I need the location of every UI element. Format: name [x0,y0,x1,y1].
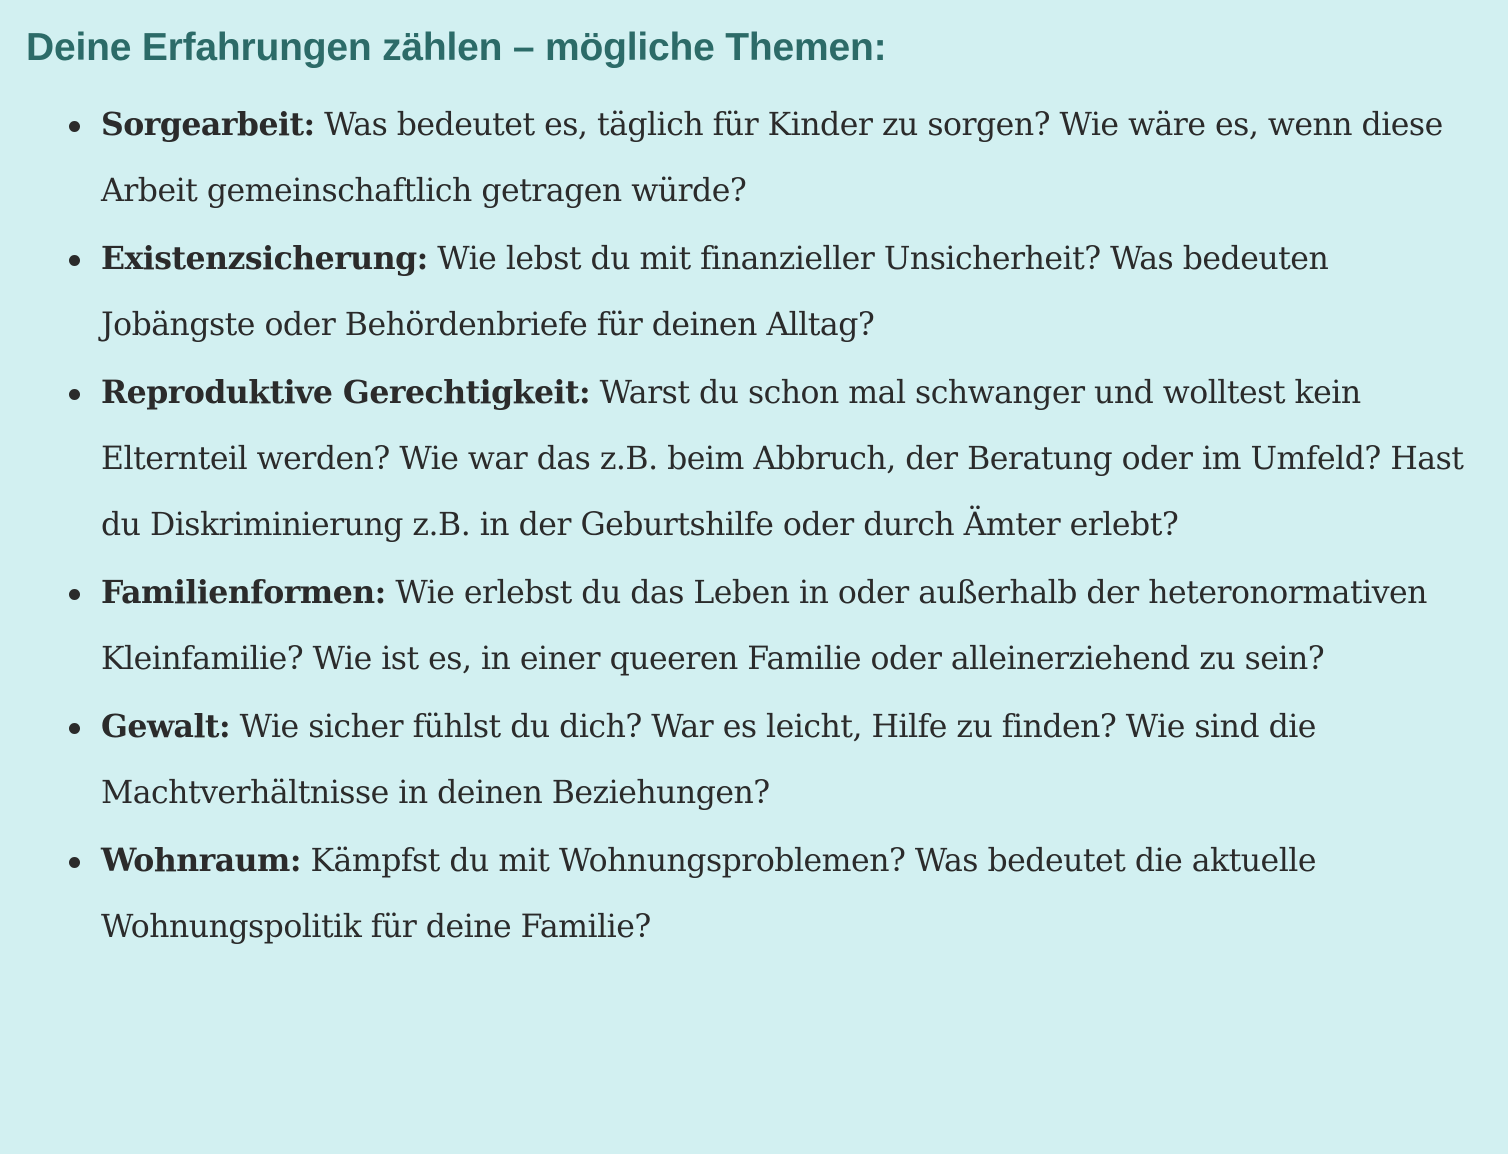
bullet-icon [69,389,80,400]
list-item-text [101,226,1488,358]
bullet-icon [69,255,80,266]
topic-description: Wie erlebst du das Leben in oder außerhalb der heteronormativen Kleinfamilie? Wie ist es, in einer queeren Familie oder alleinerziehend zu sein? [101,575,1427,677]
topic-description: Warst du schon mal schwanger und wolltest kein Elternteil werden? Wie war das z.B. beim Abbruch, der Beratung oder im Umfeld? Hast du Diskriminierung z.B. in der Geburtshilfe oder durch Ämter erlebt? [101,375,1464,543]
bullet-icon [69,121,80,132]
list-item-text [101,560,1488,692]
list-item-text [101,828,1488,960]
page-heading: Deine Erfahrungen zählen – mögliche Themen: [26,26,887,69]
topic-term: Gewalt: [101,708,231,745]
bullet-icon [69,589,80,600]
list-item-sorgearbeit [26,92,1488,224]
topic-term: Reproduktive Gerechtigkeit: [101,374,591,411]
bullet-icon [69,857,80,868]
topic-term: Existenzsicherung: [101,240,428,277]
list-item-familienformen [26,560,1488,692]
list-item-text [101,360,1488,558]
topic-term: Wohnraum: [101,842,301,879]
list-item-reproduktive-gerechtigkeit [26,360,1488,558]
list-item-text [101,694,1488,826]
list-item-existenzsicherung [26,226,1488,358]
list-item-gewalt [26,694,1488,826]
topic-term: Sorgearbeit: [101,106,315,143]
topic-description: Wie lebst du mit finanzieller Unsicherheit? Was bedeuten Jobängste oder Behördenbriefe für deinen Alltag? [101,241,1329,343]
topic-description: Wie sicher fühlst du dich? War es leicht, Hilfe zu finden? Wie sind die Machtverhältnisse in deinen Beziehungen? [101,709,1316,811]
topic-list [26,92,1488,960]
topic-description: Kämpfst du mit Wohnungsproblemen? Was bedeutet die aktuelle Wohnungspolitik für deine Familie? [101,843,1316,945]
list-item-text [101,92,1488,224]
topic-description: Was bedeutet es, täglich für Kinder zu sorgen? Wie wäre es, wenn diese Arbeit gemeinschaftlich getragen würde? [101,107,1443,209]
topic-term: Familienformen: [101,574,386,611]
list-item-wohnraum [26,828,1488,960]
bullet-icon [69,723,80,734]
